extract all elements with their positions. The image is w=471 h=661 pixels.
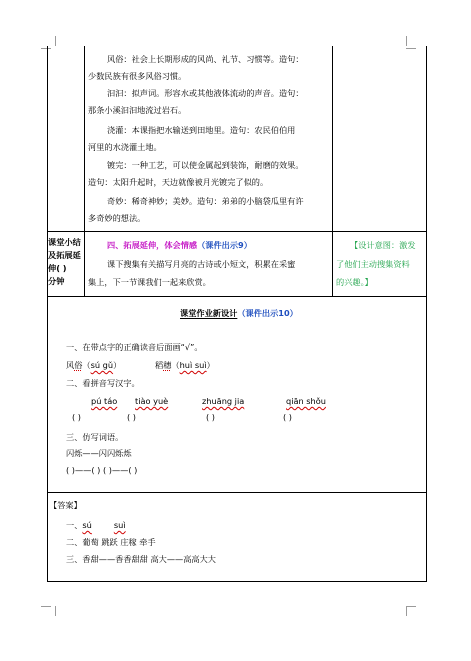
homework-title-note: （课件出示10） bbox=[237, 308, 298, 318]
question-2: 二、看拼音写汉字。 bbox=[66, 378, 140, 388]
q1-options-1: （sú gǔ） bbox=[82, 360, 122, 370]
question-3-example: 闪烁——闪闪烁烁 bbox=[66, 448, 132, 458]
q1-word-1: 风俗 bbox=[66, 360, 83, 370]
col-divider-2 bbox=[332, 46, 333, 297]
section4-heading-note: （课件出示9） bbox=[197, 240, 252, 250]
row-divider-answers bbox=[47, 492, 427, 493]
table-border-left bbox=[47, 46, 48, 582]
answer-1-item-2: suì bbox=[113, 520, 126, 530]
answer-blank-4[interactable]: ( ) bbox=[283, 412, 292, 422]
table-border-bottom bbox=[47, 581, 427, 582]
q1-word-2: 稻穗 bbox=[155, 360, 172, 370]
vocab-3-line1: 浇灌：本课指把水输送到田地里。造句：农民伯伯用 bbox=[107, 125, 296, 135]
vocab-1-line1: 风俗：社会上长期形成的风尚、礼节、习惯等。造句： bbox=[107, 54, 304, 64]
vocab-4-line2: 造句：太阳升起时，天边就像被月光镀完了似的。 bbox=[88, 177, 269, 187]
answer-1-item-1: sú bbox=[82, 520, 92, 530]
row-divider-section4 bbox=[47, 231, 427, 232]
vocab-3-line2: 河里的水浇灌土地。 bbox=[88, 142, 162, 152]
homework-title bbox=[180, 308, 298, 319]
q1-options-2: （huì suì） bbox=[171, 360, 215, 370]
answer-2: 二、葡萄 跳跃 庄稼 牵手 bbox=[66, 537, 156, 547]
section4-label-line3: 伸( ) bbox=[48, 263, 67, 273]
section4-body-line2: 集上，下一节课我们一起来欣赏。 bbox=[88, 277, 211, 287]
homework-title-text: 课堂作业新设计 bbox=[180, 308, 238, 318]
section4-label-line4: 分钟 bbox=[48, 276, 65, 286]
pinyin-1: pú táo bbox=[91, 396, 118, 406]
question-3: 三、仿写词语。 bbox=[66, 432, 124, 442]
section4-heading bbox=[107, 240, 252, 251]
vocab-2-line2: 那条小溪汩汩地流过岩石。 bbox=[88, 105, 187, 115]
answer-1-prefix: 一、 bbox=[66, 520, 83, 530]
section4-label-line1: 课堂小结 bbox=[48, 237, 81, 247]
vocab-2-line1: 汩汩：拟声词。形容水或其他液体流动的声音。造句： bbox=[107, 88, 304, 98]
question-3-blanks[interactable]: ( )——( ) ( )——( ) bbox=[66, 465, 138, 475]
design-intent-line3: 的兴趣。】 bbox=[336, 277, 373, 287]
section4-label-line2: 及拓展延 bbox=[48, 250, 81, 260]
question-1-item-1 bbox=[66, 360, 121, 371]
answer-blank-1[interactable]: ( ) bbox=[72, 412, 81, 422]
row-divider-homework bbox=[47, 296, 427, 297]
pinyin-3: zhuāng jia bbox=[202, 396, 245, 406]
answer-3: 三、香甜——香香甜甜 高大——高高大大 bbox=[66, 554, 216, 564]
design-intent-line2: 了他们主动搜集资料 bbox=[336, 259, 410, 269]
vocab-5-line2: 多奇妙的想法。 bbox=[88, 213, 146, 223]
answer-1 bbox=[66, 520, 126, 531]
answers-heading: 【答案】 bbox=[49, 500, 82, 510]
vocab-4-line1: 镀完：一种工艺，可以使金属起到装饰，耐磨的效果。 bbox=[107, 160, 304, 170]
section4-heading-text: 四、拓展延伸，体会情感 bbox=[107, 240, 198, 250]
answer-blank-2[interactable]: ( ) bbox=[127, 412, 136, 422]
col-divider-1 bbox=[84, 46, 85, 297]
vocab-1-line2: 少数民族有很多风俗习惯。 bbox=[88, 71, 187, 81]
pinyin-2: tiào yuè bbox=[135, 396, 169, 406]
pinyin-4: qiān shǒu bbox=[286, 396, 326, 406]
vocab-5-line1: 奇妙：稀奇神妙；美妙。造句：弟弟的小脑袋瓜里有许 bbox=[107, 196, 304, 206]
question-1: 一、在带点字的正确读音后面画“√”。 bbox=[66, 342, 203, 352]
design-intent-line1: 【设计意图：激发 bbox=[350, 240, 416, 250]
answer-blank-3[interactable]: ( ) bbox=[206, 412, 215, 422]
section4-body-line1: 课下搜集有关描写月亮的古诗或小短文，积累在采蜜 bbox=[107, 259, 296, 269]
table-border-right bbox=[426, 46, 427, 582]
question-1-item-2 bbox=[155, 360, 215, 371]
